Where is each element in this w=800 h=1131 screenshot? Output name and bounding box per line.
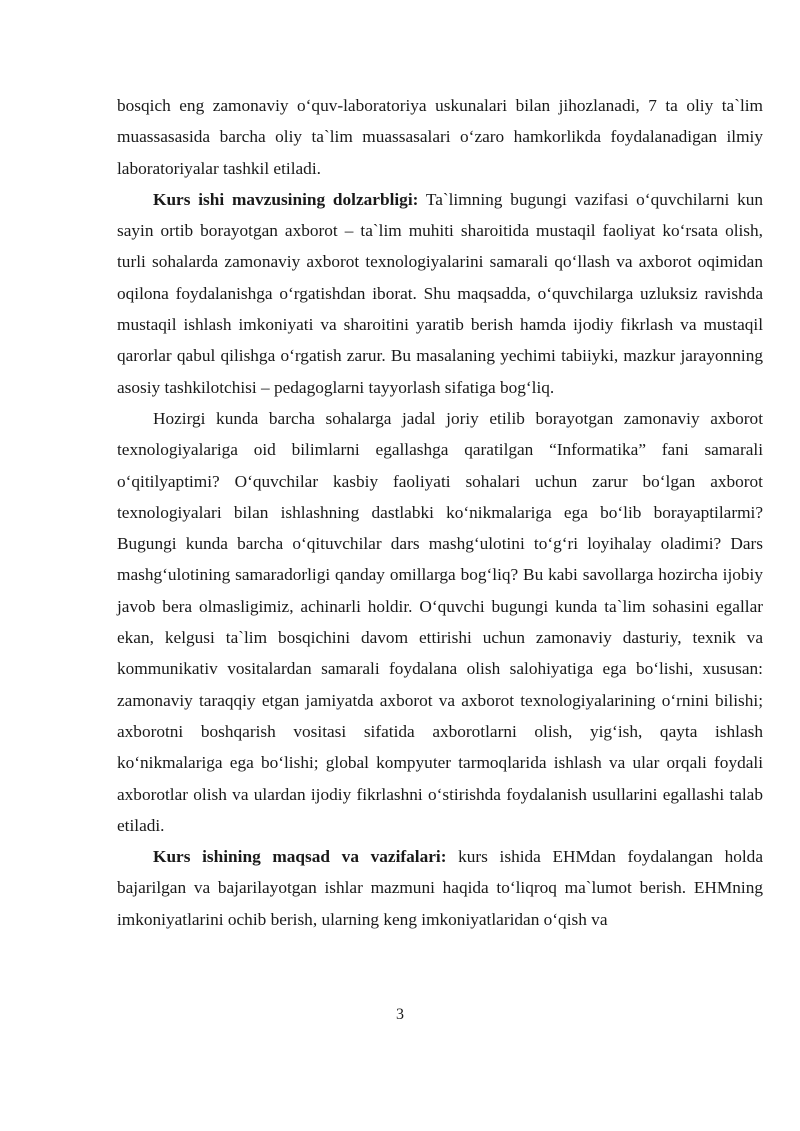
page-number: 3 [396, 1006, 404, 1023]
document-page [117, 90, 763, 935]
paragraph-relevance [117, 184, 763, 403]
relevance-heading: Kurs ishi mavzusining dolzarbligi: [153, 189, 419, 209]
paragraph-informatics: Hozirgi kunda barcha sohalarga jadal joriy etilib borayotgan zamonaviy axborot texnologiyalariga oid bilimlarni egallashga qaratilgan “Informatika” fani samarali o‘qitilyaptimi? O‘quvchilar kasbiy faoliyati sohalari uchun zarur bo‘lgan axborot texnologiyalari bilan ishlashning dastlabki ko‘nikmalariga ega bo‘lib borayaptilarmi? Bugungi kunda barcha o‘qituvchilar dars mashg‘ulotini to‘g‘ri loyihalay oladimi? Dars mashg‘ulotining samaradorligi qanday omillarga bog‘liq? Bu kabi savollarga hozircha ijobiy javob bera olmasligimiz, achinarli holdir. O‘quvchi bugungi kunda ta`lim sohasini egallar ekan, kelgusi ta`lim bosqichini davom ettirishi uchun zamonaviy dasturiy, texnik va kommunikativ vositalardan samarali foydalana olish salohiyatiga ega bo‘lishi, xususan: zamonaviy taraqqiy etgan jamiyatda axborot va axborot texnologiyalarining o‘rnini bilishi; axborotni boshqarish vositasi sifatida axborotlarni olish, yig‘ish, qayta ishlash ko‘nikmalariga ega bo‘lishi; global kompyuter tarmoqlarida ishlash va ular orqali foydali axborotlar olish va ulardan ijodiy fikrlashni o‘stirishda foydalanish usullarini egallashi talab etiladi. [117, 408, 763, 835]
goals-text: kurs ishida EHMdan foydalangan holda bajarilgan va bajarilayotgan ishlar mazmuni haqida to‘liqroq ma`lumot berish. EHMning imkoniyatlarini ochib berish, ularning keng imkoniyatlaridan o‘qish va [117, 847, 763, 929]
paragraph-continuation: bosqich eng zamonaviy o‘quv-laboratoriya uskunalari bilan jihozlanadi, 7 ta oliy ta`lim muassasasida barcha oliy ta`lim muassasalari o‘zaro hamkorlikda foydalanadigan ilmiy laboratoriyalar tashkil etiladi. [117, 96, 763, 178]
goals-heading: Kurs ishining maqsad va vazifalari: [153, 847, 447, 867]
paragraph-goals [117, 841, 763, 935]
relevance-text: Ta`limning bugungi vazifasi o‘quvchilarni kun sayin ortib borayotgan axborot – ta`lim muhiti sharoitida mustaqil faoliyat ko‘rsata olish, turli sohalarda zamonaviy axborot texnologiyalarini samarali qo‘llash va axborot oqimidan oqilona foydalanishga o‘rgatishdan iborat. Shu maqsadda, o‘quvchilarga uzluksiz ravishda mustaqil ishlash imkoniyati va sharoitini yaratib berish hamda ijodiy fikrlash va mustaqil qarorlar qabul qilishga o‘rgatish zarur. Bu masalaning yechimi tabiiyki, mazkur jarayonning asosiy tashkilotchisi – pedagoglarni tayyorlash sifatiga bog‘liq. [117, 189, 763, 397]
